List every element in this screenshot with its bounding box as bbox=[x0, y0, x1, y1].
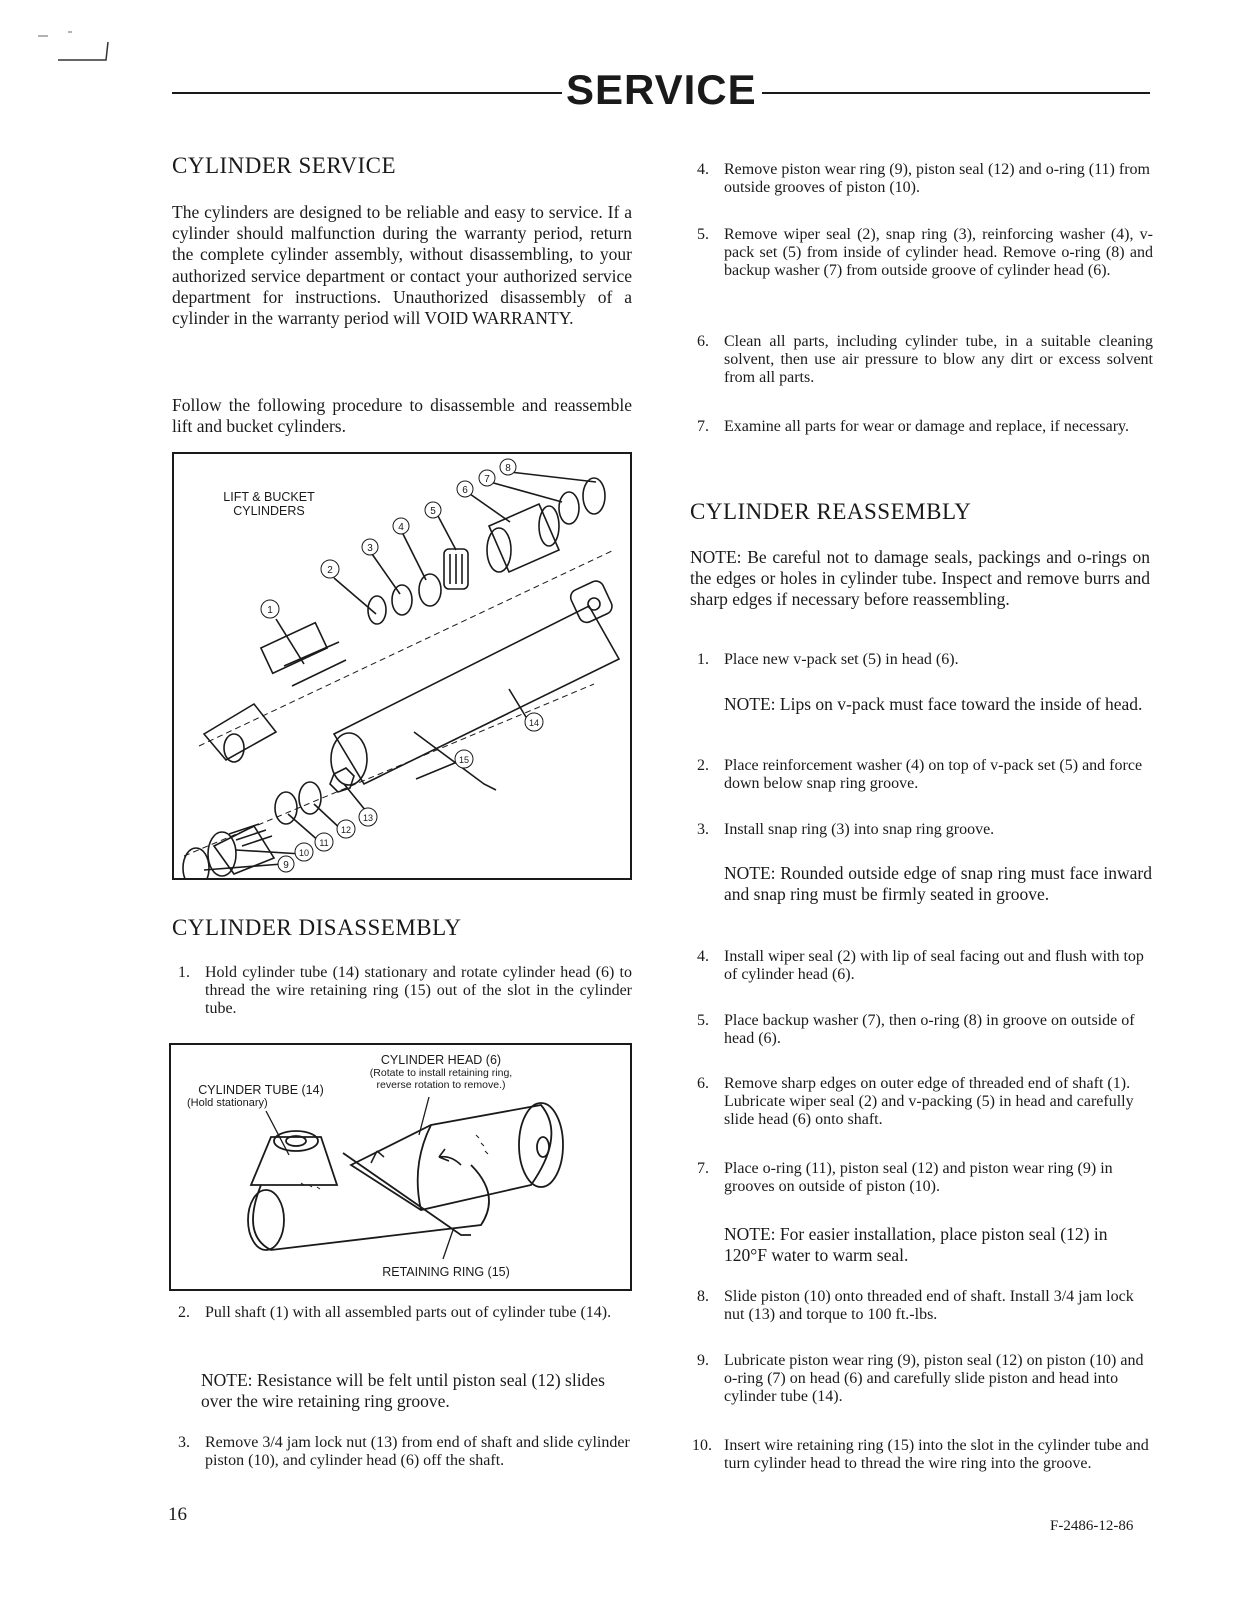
disassembly-step-2 bbox=[178, 1304, 632, 1322]
callout-5 bbox=[425, 502, 441, 518]
svg-text:3: 3 bbox=[367, 543, 373, 554]
step-number: 2. bbox=[697, 757, 709, 774]
callout-13 bbox=[359, 808, 377, 826]
svg-text:15: 15 bbox=[458, 755, 470, 765]
disassembly-step-6 bbox=[697, 333, 1153, 387]
svg-text:12: 12 bbox=[340, 825, 352, 835]
reassembly-note-3: NOTE: Rounded outside edge of snap ring must face inward and snap ring must be firmly seated in groove. bbox=[724, 863, 1152, 905]
step-text: Install wiper seal (2) with lip of seal facing out and flush with top of cylinder head (6). bbox=[724, 948, 1144, 983]
reassembly-step-3 bbox=[697, 821, 1153, 839]
reassembly-step-9 bbox=[697, 1352, 1153, 1406]
step-text: Lubricate piston wear ring (9), piston seal (12) on piston (10) and o-ring (7) on head (6) and carefully slide piston and head into cylinder tube (14). bbox=[724, 1352, 1144, 1405]
step-number: 6. bbox=[697, 333, 709, 350]
cylinder-head-label bbox=[341, 1053, 541, 1091]
reassembly-step-5 bbox=[697, 1012, 1153, 1048]
step-text: Slide piston (10) onto threaded end of shaft. Install 3/4 jam lock nut (13) and torque to 100 ft.-lbs. bbox=[724, 1288, 1134, 1323]
step-number: 4. bbox=[697, 161, 709, 178]
tube-label-line: CYLINDER TUBE (14) bbox=[198, 1083, 324, 1097]
callout-14 bbox=[525, 713, 543, 731]
step-text: Place o-ring (11), piston seal (12) and piston wear ring (9) in grooves on outside of piston (10). bbox=[724, 1160, 1113, 1195]
cylinder-exploded-diagram bbox=[172, 452, 632, 880]
disassembly-step-3 bbox=[178, 1434, 632, 1470]
step-text: Hold cylinder tube (14) stationary and rotate cylinder head (6) to thread the wire retaining ring (15) out of the slot in the cylinder tube. bbox=[205, 964, 632, 1017]
callout-6 bbox=[457, 481, 473, 497]
callout-1 bbox=[261, 600, 279, 618]
callout-10 bbox=[295, 843, 313, 861]
figure1-label-line2: CYLINDERS bbox=[233, 504, 305, 518]
svg-text:13: 13 bbox=[362, 813, 374, 823]
disassembly-step-7 bbox=[697, 418, 1153, 436]
reassembly-step-1 bbox=[697, 651, 1153, 669]
step-number: 5. bbox=[697, 1012, 709, 1029]
step-number: 3. bbox=[178, 1434, 190, 1451]
reassembly-step-7 bbox=[697, 1160, 1153, 1196]
reassembly-note-7: NOTE: For easier installation, place piston seal (12) in 120°F water to warm seal. bbox=[724, 1224, 1108, 1266]
callout-4 bbox=[393, 518, 409, 534]
disassembly-note-2: NOTE: Resistance will be felt until piston seal (12) slides over the wire retaining ring groove. bbox=[201, 1370, 605, 1412]
page-number: 16 bbox=[168, 1504, 187, 1525]
step-number: 10. bbox=[692, 1437, 712, 1454]
callout-9 bbox=[278, 856, 294, 872]
step-text: Pull shaft (1) with all assembled parts out of cylinder tube (14). bbox=[205, 1304, 612, 1321]
step-number: 8. bbox=[697, 1288, 709, 1305]
header-rule-right bbox=[762, 92, 1150, 94]
step-number: 2. bbox=[178, 1304, 190, 1321]
callout-12 bbox=[337, 820, 355, 838]
retaining-ring-label: RETAINING RING (15) bbox=[382, 1265, 510, 1279]
reassembly-step-4 bbox=[697, 948, 1153, 984]
disassembly-step-1 bbox=[178, 964, 632, 1018]
step-number: 7. bbox=[697, 418, 709, 435]
figure1-label bbox=[204, 490, 334, 518]
disassembly-step-4 bbox=[697, 161, 1153, 197]
cylinder-service-para1: The cylinders are designed to be reliable and easy to service. If a cylinder should malfunction during the warranty period, return the complete cylinder assembly, without disassembling, to your authorized service department or contact your authorized service department for instructions. Unauthorized disassembly of a cylinder in the warranty period will VOID WARRANTY. bbox=[172, 202, 632, 329]
callout-7 bbox=[479, 470, 495, 486]
step-text: Clean all parts, including cylinder tube, in a suitable cleaning solvent, then use air pressure to blow any dirt or excess solvent from all parts. bbox=[724, 333, 1153, 386]
head-sub-line2: reverse rotation to remove.) bbox=[376, 1079, 506, 1091]
step-number: 9. bbox=[697, 1352, 709, 1369]
callout-15 bbox=[455, 750, 473, 768]
step-text: Install snap ring (3) into snap ring groove. bbox=[724, 821, 995, 838]
reassembly-step-10 bbox=[692, 1437, 1154, 1473]
step-text: Place new v-pack set (5) in head (6). bbox=[724, 651, 959, 668]
tube-sub-line: (Hold stationary) bbox=[187, 1097, 268, 1109]
callout-11 bbox=[315, 833, 333, 851]
cylinder-disassembly-title: CYLINDER DISASSEMBLY bbox=[172, 915, 462, 940]
cylinder-service-title: CYLINDER SERVICE bbox=[172, 153, 397, 178]
step-text: Remove wiper seal (2), snap ring (3), reinforcing washer (4), v-pack set (5) from inside of cylinder head. Remove o-ring (8) and backup washer (7) from outside groove of cylinder head (6). bbox=[724, 226, 1153, 279]
step-text: Examine all parts for wear or damage and replace, if necessary. bbox=[724, 418, 1129, 435]
step-text: Place backup washer (7), then o-ring (8) in groove on outside of head (6). bbox=[724, 1012, 1135, 1047]
step-text: Insert wire retaining ring (15) into the slot in the cylinder tube and turn cylinder head to thread the wire ring into the groove. bbox=[724, 1437, 1149, 1472]
step-text: Remove sharp edges on outer edge of threaded end of shaft (1). Lubricate wiper seal (2) and v-packing (5) in head and carefully slide head (6) onto shaft. bbox=[724, 1075, 1134, 1128]
step-number: 5. bbox=[697, 226, 709, 243]
step-text: Remove 3/4 jam lock nut (13) from end of shaft and slide cylinder piston (10), and cylinder head (6) off the shaft. bbox=[205, 1434, 630, 1469]
step-number: 1. bbox=[697, 651, 709, 668]
svg-text:7: 7 bbox=[484, 474, 490, 485]
svg-text:8: 8 bbox=[505, 463, 511, 474]
step-number: 1. bbox=[178, 964, 190, 981]
step-number: 3. bbox=[697, 821, 709, 838]
svg-text:10: 10 bbox=[298, 848, 310, 858]
step-number: 7. bbox=[697, 1160, 709, 1177]
document-code: F-2486-12-86 bbox=[1050, 1518, 1134, 1534]
reassembly-step-6 bbox=[697, 1075, 1153, 1129]
callout-8 bbox=[500, 459, 516, 475]
callout-3 bbox=[362, 539, 378, 555]
disassembly-step-5 bbox=[697, 226, 1153, 280]
cylinder-service-para2: Follow the following procedure to disassemble and reassemble lift and bucket cylinders. bbox=[172, 395, 632, 437]
svg-text:6: 6 bbox=[462, 485, 468, 496]
cylinder-head-rotation-diagram bbox=[169, 1043, 632, 1291]
callout-2 bbox=[321, 560, 339, 578]
scan-artifact bbox=[28, 20, 118, 65]
reassembly-step-8 bbox=[697, 1288, 1153, 1324]
step-number: 6. bbox=[697, 1075, 709, 1092]
step-text: Remove piston wear ring (9), piston seal (12) and o-ring (11) from outside grooves of piston (10). bbox=[724, 161, 1150, 196]
head-label-line: CYLINDER HEAD (6) bbox=[380, 1053, 502, 1067]
svg-text:14: 14 bbox=[528, 718, 540, 728]
svg-text:4: 4 bbox=[398, 522, 404, 533]
step-text: Place reinforcement washer (4) on top of v-pack set (5) and force down below snap ring groove. bbox=[724, 757, 1143, 792]
svg-text:1: 1 bbox=[267, 605, 273, 616]
head-sub-line1: (Rotate to install retaining ring, bbox=[369, 1067, 513, 1079]
svg-text:11: 11 bbox=[319, 838, 329, 848]
reassembly-step-2 bbox=[697, 757, 1153, 793]
cylinder-reassembly-title: CYLINDER REASSEMBLY bbox=[690, 499, 972, 524]
cylinder-tube-label bbox=[181, 1083, 341, 1109]
page-title: SERVICE bbox=[566, 66, 757, 113]
svg-text:2: 2 bbox=[327, 565, 333, 576]
step-number: 4. bbox=[697, 948, 709, 965]
reassembly-note: NOTE: Be careful not to damage seals, packings and o-rings on the edges or holes in cylinder tube. Inspect and remove burrs and sharp edges if necessary before reassembling. bbox=[690, 547, 1150, 610]
svg-text:5: 5 bbox=[430, 506, 436, 517]
svg-text:9: 9 bbox=[283, 860, 289, 871]
reassembly-note-1: NOTE: Lips on v-pack must face toward the inside of head. bbox=[724, 694, 1143, 714]
header-rule-left bbox=[172, 92, 562, 94]
figure1-label-line1: LIFT & BUCKET bbox=[223, 490, 315, 504]
